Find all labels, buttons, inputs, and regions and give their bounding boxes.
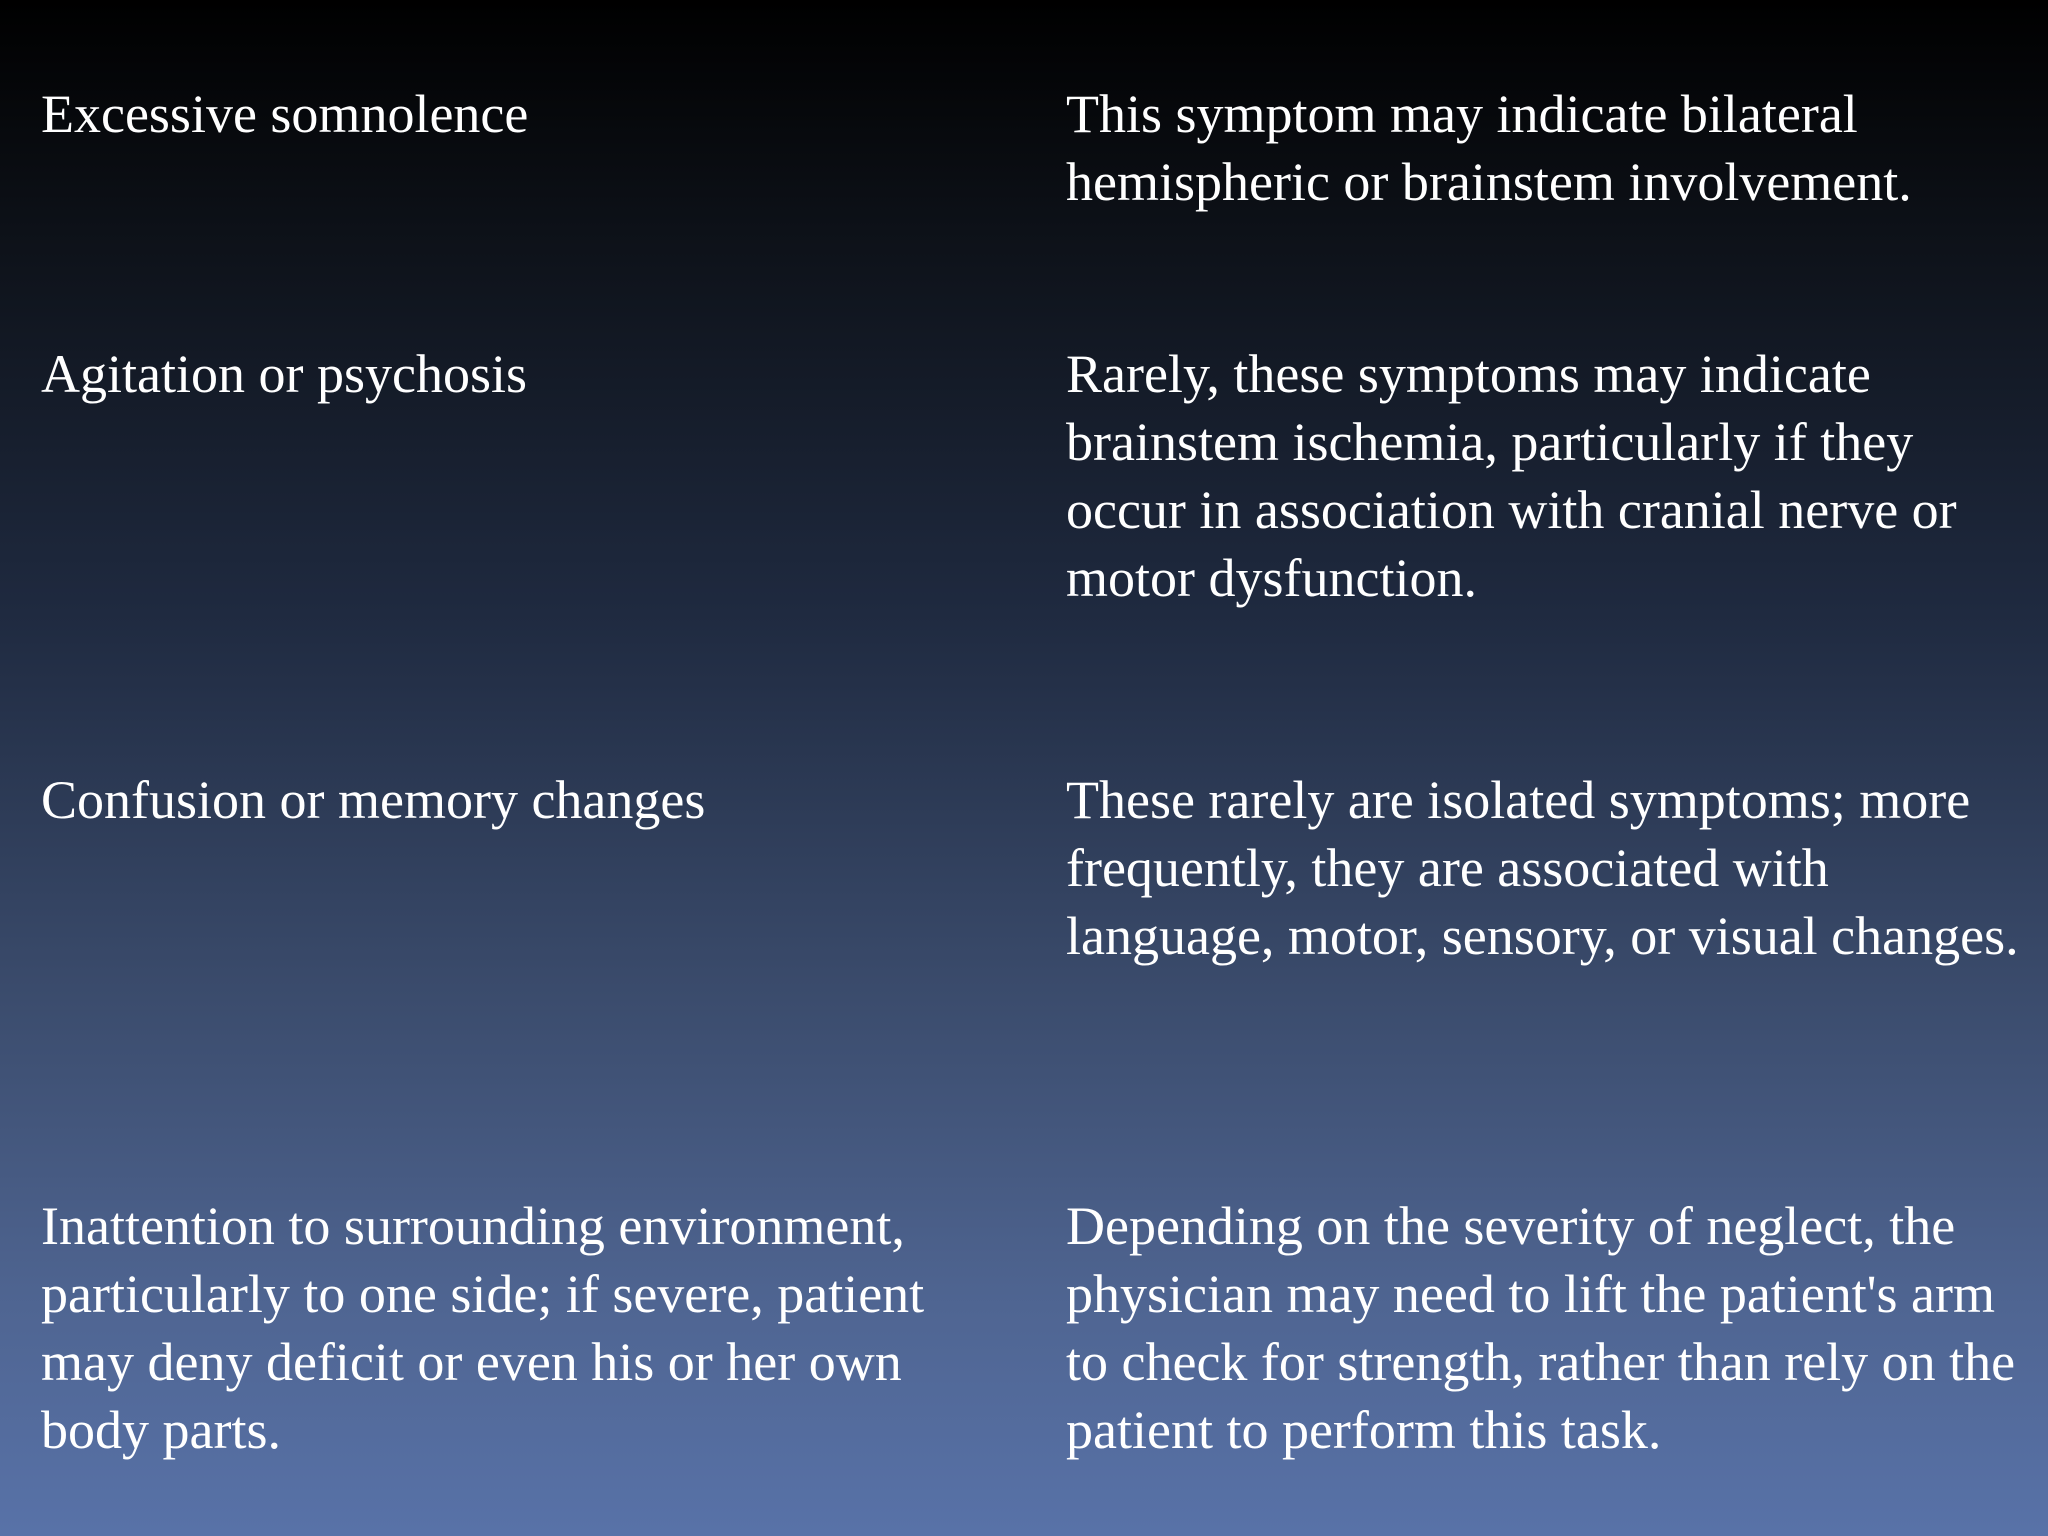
symptom-text: Inattention to surrounding environment, particularly to one side; if severe, patient may deny deficit or even his or her own body parts.	[41, 1196, 925, 1460]
symptom-text: Confusion or memory changes	[41, 770, 706, 830]
symptom-note: Rarely, these symptoms may indicate brainstem ischemia, particularly if they occur in association with cranial nerve or motor dysfunction.	[1066, 344, 1957, 608]
symptom-text: Excessive somnolence	[41, 84, 529, 144]
symptom-note: Depending on the severity of neglect, the physician may need to lift the patient's arm to check for strength, rather than rely on the patient to perform this task.	[1066, 1196, 2016, 1460]
symptom-note: This symptom may indicate bilateral hemispheric or brainstem involvement.	[1066, 84, 1912, 212]
symptom-text: Agitation or psychosis	[41, 344, 527, 404]
symptom-note: These rarely are isolated symptoms; more frequently, they are associated with language, motor, sensory, or visual changes.	[1066, 770, 2019, 966]
